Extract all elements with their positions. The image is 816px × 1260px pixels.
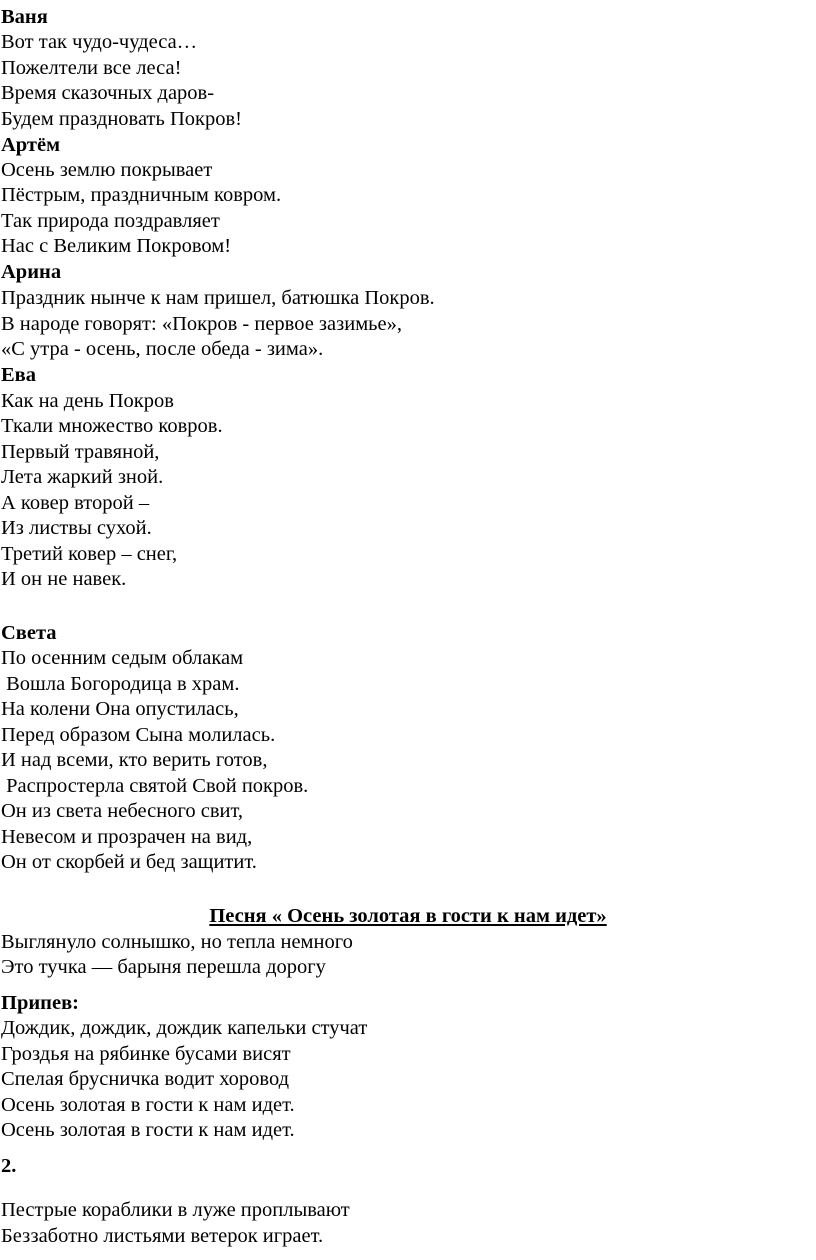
speaker-name: Артём xyxy=(1,134,61,156)
poem-line: Осень землю покрывает xyxy=(1,159,213,181)
poem-line: Как на день Покров xyxy=(1,390,174,412)
song-line: Спелая брусничка водит хоровод xyxy=(1,1068,290,1090)
poem-line: Третий ковер – снег, xyxy=(1,543,178,565)
song-line: Выглянуло солнышко, но тепла немного xyxy=(1,931,353,953)
poem-line: Он от скорбей и бед защитит. xyxy=(1,851,257,873)
poem-line: Невесом и прозрачен на вид, xyxy=(1,826,253,848)
poem-line: Так природа поздравляет xyxy=(1,210,220,232)
poem-line: В народе говорят: «Покров - первое зазимье», xyxy=(1,313,402,335)
song-line: Дождик, дождик, дождик капельки стучат xyxy=(1,1017,368,1039)
poem-line: Ткали множество ковров. xyxy=(1,415,223,437)
speaker-name: Ваня xyxy=(1,6,48,28)
song-line: Гроздья на рябинке бусами висят xyxy=(1,1043,291,1065)
song-title: Песня « Осень золотая в гости к нам идет» xyxy=(209,905,607,927)
song-line: Беззаботно листьями ветерок играет. xyxy=(1,1225,324,1247)
poem-line: Вошла Богородица в храм. xyxy=(1,673,240,695)
poem-line: Вот так чудо-чудеса… xyxy=(1,31,198,53)
song-line: Осень золотая в гости к нам идет. xyxy=(1,1094,295,1116)
chorus-label: Припев: xyxy=(1,992,79,1014)
poem-line: Перед образом Сына молилась. xyxy=(1,724,276,746)
poem-line: Распростерла святой Свой покров. xyxy=(1,775,309,797)
poem-line: И он не навек. xyxy=(1,568,127,590)
poem-line: Лета жаркий зной. xyxy=(1,466,164,488)
poem-line: Из листвы сухой. xyxy=(1,517,152,539)
poem-line: Пожелтели все леса! xyxy=(1,57,182,79)
poem-line: На колени Она опустилась, xyxy=(1,698,239,720)
song-line: Осень золотая в гости к нам идет. xyxy=(1,1119,295,1141)
poem-line: Он из света небесного свит, xyxy=(1,800,244,822)
poem-line: Время сказочных даров- xyxy=(1,82,215,104)
poem-line: Нас с Великим Покровом! xyxy=(1,235,232,257)
poem-line: А ковер второй – xyxy=(1,492,150,514)
poem-line: Праздник нынче к нам пришел, батюшка Покров. xyxy=(1,287,435,309)
poem-line: Первый травяной, xyxy=(1,441,160,463)
poem-line: И над всеми, кто верить готов, xyxy=(1,749,268,771)
song-line: Пестрые кораблики в луже проплывают xyxy=(1,1199,350,1221)
poem-line: По осенним седым облакам xyxy=(1,647,244,669)
speaker-name: Света xyxy=(1,622,57,644)
speaker-name: Ева xyxy=(1,364,36,386)
speaker-name: Арина xyxy=(1,261,62,283)
poem-line: Будем праздновать Покров! xyxy=(1,108,242,130)
verse-number: 2. xyxy=(1,1155,17,1177)
poem-line: Пёстрым, праздничным ковром. xyxy=(1,184,282,206)
song-line: Это тучка — барыня перешла дорогу xyxy=(1,956,326,978)
poem-line: «С утра - осень, после обеда - зима». xyxy=(1,338,324,360)
